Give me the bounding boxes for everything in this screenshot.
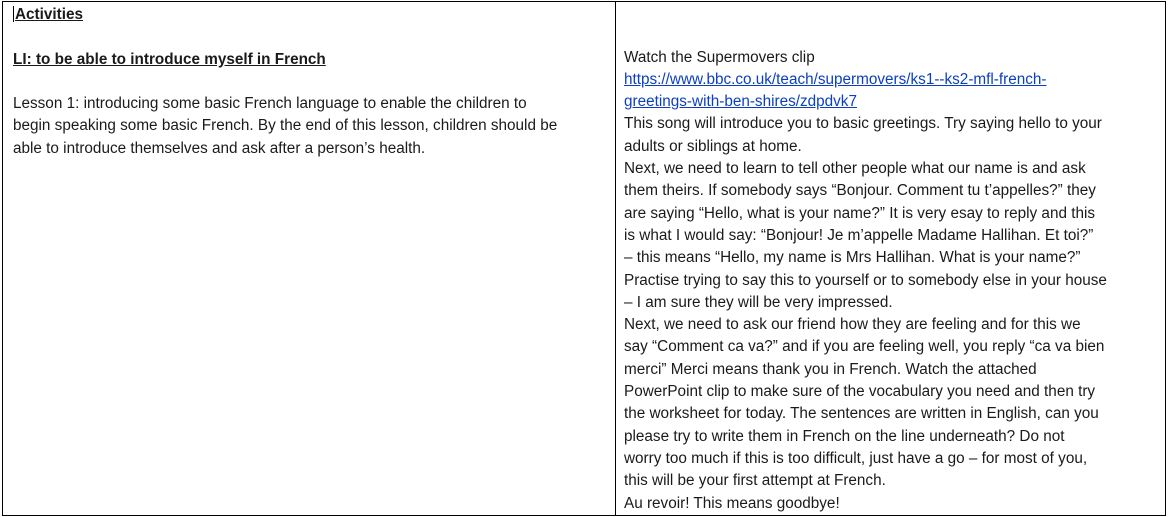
body-line: – this means “Hello, my name is Mrs Hallihan. What is your name?” — [624, 249, 1081, 267]
body-line: worry too much if this is too difficult, just have a go – for most of you, — [624, 449, 1088, 467]
body-line: – I am sure they will be very impressed. — [624, 293, 893, 311]
body-line: adults or siblings at home. — [624, 137, 802, 155]
activities-table — [2, 1, 1166, 516]
lesson-line: Lesson 1: introducing some basic French language to enable the children to — [13, 95, 527, 113]
body-line: say “Comment ca va?” and if you are feeling well, you reply “ca va bien — [624, 338, 1105, 356]
body-line: please try to write them in French on the line underneath? Do not — [624, 427, 1065, 445]
learning-intention: LI: to be able to introduce myself in French — [13, 50, 326, 68]
text-cursor — [13, 6, 14, 22]
body-line: is what I would say: “Bonjour! Je m’appelle Madame Hallihan. Et toi?” — [624, 226, 1094, 244]
body-line: the worksheet for today. The sentences are written in English, can you — [624, 405, 1099, 423]
left-cell — [3, 2, 616, 515]
supermovers-link[interactable]: https://www.bbc.co.uk/teach/supermovers/ks1--ks2-mfl-french- — [624, 70, 1047, 88]
lesson-line: begin speaking some basic French. By the end of this lesson, children should be — [13, 117, 558, 135]
body-line: are saying “Hello, what is your name?” It is very esay to reply and this — [624, 204, 1096, 222]
body-line: PowerPoint clip to make sure of the vocabulary you need and then try — [624, 383, 1096, 401]
activities-heading: Activities — [15, 6, 84, 23]
body-line: Practise trying to say this to yourself or to somebody else in your house — [624, 271, 1107, 289]
body-line: this will be your first attempt at French. — [624, 472, 886, 490]
supermovers-link-continued[interactable]: greetings-with-ben-shires/zdpdvk7 — [624, 93, 857, 111]
body-line: Next, we need to ask our friend how they are feeling and for this we — [624, 316, 1081, 334]
body-line: This song will introduce you to basic greetings. Try saying hello to your — [624, 115, 1102, 133]
lesson-line: able to introduce themselves and ask after a person’s health. — [13, 139, 426, 157]
body-line: merci” Merci means thank you in French. Watch the attached — [624, 360, 1037, 378]
body-line: Next, we need to learn to tell other people what our name is and ask — [624, 160, 1086, 178]
body-line: them theirs. If somebody says “Bonjour. Comment tu t’appelles?” they — [624, 182, 1096, 200]
intro-line: Watch the Supermovers clip — [624, 48, 815, 66]
body-line: Au revoir! This means goodbye! — [624, 494, 840, 512]
right-cell — [616, 2, 1165, 515]
